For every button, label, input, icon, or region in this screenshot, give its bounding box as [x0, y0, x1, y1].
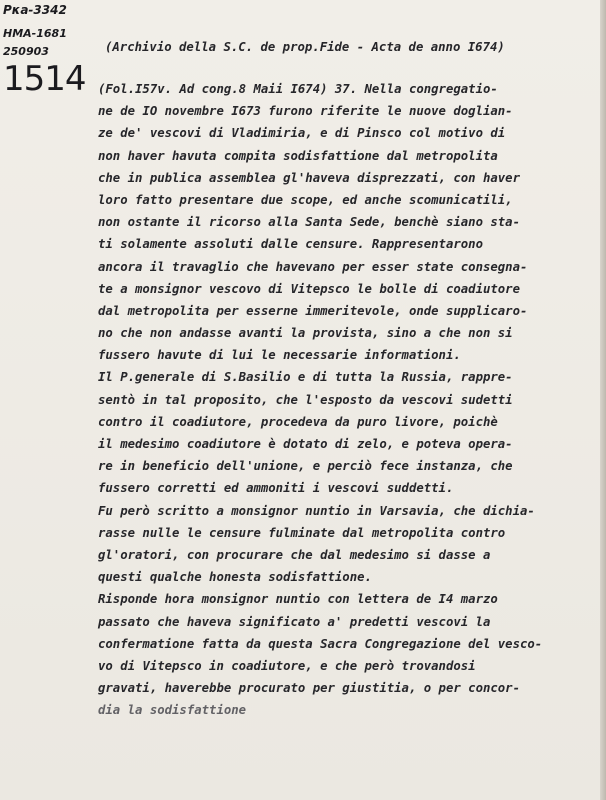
text-line: dia la sodisfattione: [98, 703, 247, 718]
document-body: [98, 78, 596, 721]
text-line: te a monsignor vescovo di Vitepsco le bolle di coadiutore: [98, 281, 520, 296]
page-edge: [600, 0, 606, 800]
text-line: contro il coadiutore, procedeva da puro livore, poichè: [98, 414, 498, 429]
text-line: dal metropolita per esserne immeritevole, onde supplicaro-: [98, 303, 528, 318]
text-line: Il P.generale di S.Basilio e di tutta la Russia, rappre-: [98, 370, 513, 385]
text-line: gl'oratori, con procurare che dal medesimo si dasse a: [98, 547, 491, 562]
text-line: (Fol.I57v. Ad cong.8 Maii I674) 37. Nella congregatio-: [98, 82, 498, 96]
archive-reference-note: HMA-1681: [3, 27, 67, 40]
text-line: loro fatto presentare due scope, ed anche scomunicatili,: [98, 192, 513, 207]
archive-page-number: 1514: [3, 59, 86, 99]
text-line: no che non andasse avanti la provista, sino a che non si: [98, 326, 513, 341]
text-line: vo di Vitepsco in coadiutore, e che però trovandosi: [98, 658, 476, 673]
text-line: confermatione fatta da questa Sacra Congregazione del vesco-: [98, 636, 543, 651]
text-line: sentò in tal proposito, che l'esposto da vescovi sudetti: [98, 392, 513, 407]
text-line: che in publica assemblea gl'haveva disprezzati, con haver: [98, 170, 520, 185]
text-line: Fu però scritto a monsignor nuntio in Varsavia, che dichia-: [98, 503, 535, 518]
text-line: questi qualche honesta sodisfattione.: [98, 570, 372, 585]
text-line: non ostante il ricorso alla Santa Sede, benchè siano sta-: [98, 215, 520, 230]
text-line: re in beneficio dell'unione, e perciò fece instanza, che: [98, 459, 513, 474]
text-line: il medesimo coadiutore è dotato di zelo, e poteva operа-: [98, 437, 513, 451]
text-line: non haver havuta compita sodisfattione dal metropolita: [98, 148, 498, 163]
text-line: ti solamente assoluti dalle censure. Rappresentarono: [98, 237, 483, 252]
archive-reference-note: Pκa-3342: [3, 3, 67, 17]
archive-reference-note: 250903: [3, 45, 49, 58]
text-line: rasse nulle le censure fulminate dal metropolita contro: [98, 525, 506, 540]
text-line: fussero havute di lui le necessarie informationi.: [98, 348, 461, 363]
text-line: ze de' vescovi di Vladimiria, e di Pinsco col motivo di: [98, 126, 506, 141]
text-line: gravati, haverebbe procurato per giustitia, o per concor-: [98, 681, 520, 696]
document-header: (Archivio della S.C. de prop.Fide - Acta de anno I674): [105, 40, 505, 54]
text-line: ne de IO novembre I673 furono riferite le nuove doglian-: [98, 104, 513, 119]
text-line: Risponde hora monsignor nuntio con lettera de I4 marzo: [98, 592, 498, 607]
text-line: passato che haveva significato a' predetti vescovi la: [98, 614, 491, 629]
text-line: fussero corretti ed ammoniti i vescovi suddetti.: [98, 481, 454, 496]
text-line: ancora il travaglio che havevano per esser state consegna-: [98, 259, 528, 274]
